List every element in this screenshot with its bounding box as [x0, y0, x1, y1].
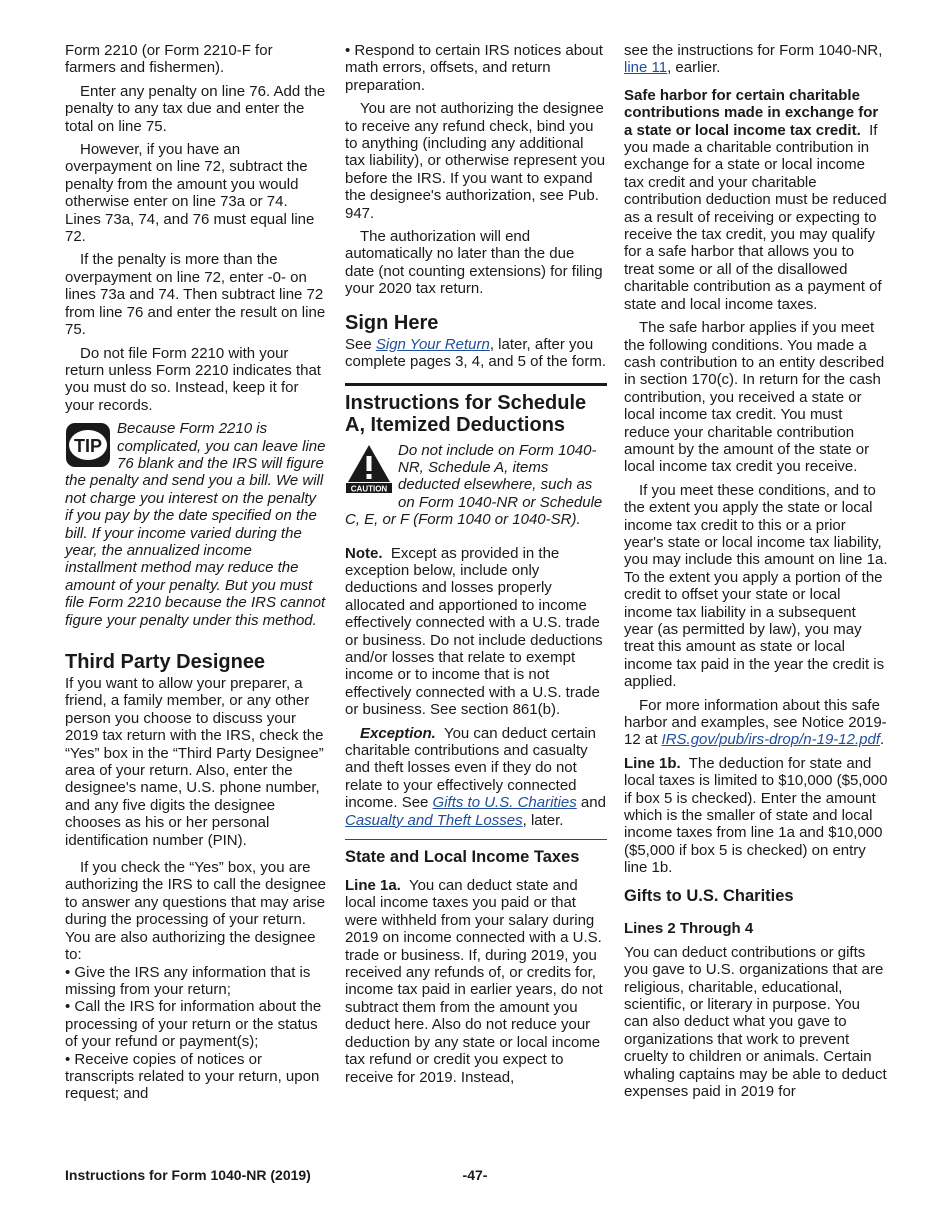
paragraph: If you want to allow your preparer, a friend, a family member, or any other person you choose to discuss your 2019 tax return with the IRS, check the “Yes” box in the “Third Party Designee” area of your return. Also, enter the designee's name, U.S. phone number, and any five digits the designee chooses as his or her personal identification number (PIN).	[65, 675, 324, 849]
section-heading-schedule-a: Instructions for Schedule A, Itemized Deductions	[345, 391, 587, 436]
exception-label: Exception.	[360, 724, 436, 742]
tip-text: Because Form 2210 is complicated, you can leave line 76 blank and the IRS will figure the penalty and send you a bill. We will not charge you interest on the penalty if you pay by the date specified on the bill. If your income varied during the year, the annualized income installment method may reduce the amount of your penalty. But you must file Form 2210 because the IRS cannot figure your penalty under this method.	[65, 420, 326, 629]
list-item: • Respond to certain IRS notices about math errors, offsets, and return preparation.	[345, 42, 603, 94]
casualty-and-theft-losses-link[interactable]: Casualty and Theft Losses	[345, 811, 523, 829]
section-divider	[345, 839, 607, 840]
paragraph: The safe harbor applies if you meet the following conditions. You made a cash contribution to an entity described in section 170(c). In return for the cash contribution, you received a state or local income tax credit. You must reduce your charitable contribution amount by the amount of the state or local income tax credit you receive.	[624, 319, 885, 476]
page-number: -47-	[462, 1167, 488, 1183]
column-3	[624, 42, 888, 1106]
line-11-link[interactable]: line 11	[624, 59, 668, 77]
caution-box	[345, 442, 607, 529]
irs-notice-link[interactable]: IRS.gov/pub/irs-drop/n-19-12.pdf	[661, 731, 880, 749]
section-heading-state-local-income-taxes: State and Local Income Taxes	[345, 848, 580, 867]
section-heading-sign-here: Sign Here	[345, 311, 439, 334]
section-heading-gifts-to-us-charities: Gifts to U.S. Charities	[624, 886, 794, 905]
bullet-list	[65, 964, 327, 1103]
footer-form-title: Instructions for Form 1040-NR (2019)	[65, 1167, 311, 1183]
paragraph: Do not file Form 2210 with your return unless Form 2210 indicates that you must do so. Instead, keep it for your records.	[65, 344, 321, 414]
section-divider	[345, 383, 607, 386]
caution-text: Do not include on Form 1040-NR, Schedule A, items deducted elsewhere, such as on Form 1040-NR or Schedule C, E, or F (Form 1040 or 1040-SR).	[345, 441, 603, 529]
paragraph: Form 2210 (or Form 2210-F for farmers and fishermen).	[65, 42, 273, 77]
caution-icon-label: CAUTION	[350, 484, 388, 493]
paragraph: You are not authorizing the designee to receive any refund check, bind you to anything (including any additional tax liability), or otherwise represent you before the IRS. If you want to expand the designee's authorization, see Pub. 947.	[345, 100, 606, 222]
sign-your-return-link[interactable]: Sign Your Return	[375, 335, 490, 353]
tip-icon-label: TIP	[73, 436, 103, 457]
safe-harbor-label: Safe harbor for certain charitable contributions made in exchange for a state or local income tax credit.	[624, 86, 879, 139]
paragraph: However, if you have an overpayment on line 72, subtract the penalty from the amount you would otherwise enter on line 73a or 74. Lines 73a, 74, and 76 must equal line 72.	[65, 141, 315, 246]
gifts-to-us-charities-link[interactable]: Gifts to U.S. Charities	[432, 794, 577, 812]
paragraph: If the penalty is more than the overpayment on line 72, enter -0- on lines 73a and 74. Then subtract line 72 from line 76 and enter the result on line 75.	[65, 251, 326, 339]
list-item: • Give the IRS any information that is missing from your return;	[65, 963, 311, 998]
paragraph: The authorization will end automatically no later than the due date (not counting extensions) for filing your 2020 tax return.	[345, 228, 603, 298]
caution-icon	[345, 444, 393, 494]
note-label: Note.	[345, 544, 383, 562]
column-1	[65, 42, 327, 1103]
section-heading-third-party-designee: Third Party Designee	[65, 651, 266, 673]
column-2	[345, 42, 607, 1092]
list-item: • Receive copies of notices or transcripts related to your return, upon request; and	[65, 1050, 320, 1103]
paragraph: Enter any penalty on line 76. Add the penalty to any tax due and enter the total on line 75.	[65, 82, 326, 135]
paragraph: If you meet these conditions, and to the extent you apply the state or local income tax credit to this or a prior year's state or local income tax liability, you may include this amount on line 1a. To the extent you apply a portion of the credit to offset your state or local income tax liability in a subsequent year (as permitted by law), you may treat this amount as state or local income tax paid in the year the credit is applied.	[624, 481, 888, 691]
line-1a-label: Line 1a.	[345, 877, 401, 895]
paragraph: Exception. You can deduct certain charitable contributions and casualty and theft losses even if they do not relate to your effectively connected income. See Gifts to U.S. Charities and Casualty and Theft Losses, later.	[345, 724, 606, 829]
paragraph: See Sign Your Return, later, after you complete pages 3, 4, and 5 of the form.	[345, 335, 606, 371]
paragraph: Line 1a. You can deduct state and local income taxes you paid or that were withheld from your salary during 2019 on income connected with a U.S. trade or business. If, during 2019, you received any refunds of, or credits for, income tax paid in earlier years, do not subtract them from the amount you deduct here. Also do not reduce your deduction by any state or local income tax refund or credit you expect to receive for 2019. Instead,	[345, 877, 603, 1086]
tip-icon	[65, 422, 111, 468]
subsection-heading-lines-2-through-4: Lines 2 Through 4	[624, 919, 754, 937]
paragraph: Line 1b. The deduction for state and local taxes is limited to $10,000 ($5,000 if box 5 is checked). Enter the amount which is the smaller of state and local income taxes from line 1a and $10,000 ($5,000 if box 5 is checked) on entry line 1b.	[624, 754, 888, 877]
paragraph: see the instructions for Form 1040-NR, line 11, earlier.	[624, 42, 883, 77]
tip-box	[65, 420, 327, 629]
paragraph: If you check the “Yes” box, you are authorizing the IRS to call the designee to answer any questions that may arise during the processing of your return. You are also authorizing the designee to:	[65, 859, 326, 964]
paragraph: Note. Except as provided in the exception below, include only deductions and losses properly allocated and apportioned to income effectively connected with a U.S. trade or business. Do not include deductions and/or losses that relate to exempt income or to income that is not effectively connected with a U.S. trade or business. See section 861(b).	[345, 544, 603, 719]
paragraph: You can deduct contributions or gifts you gave to U.S. organizations that are religious, charitable, educational, scientific, or literary in purpose. You can also deduct what you gave to organizations that work to prevent cruelty to children or animals. Certain whaling captains may be able to deduct expenses paid in 2019 for	[624, 943, 887, 1100]
paragraph: For more information about this safe harbor and examples, see Notice 2019-12 at IRS.gov/pub/irs-drop/n-19-12.pdf.	[624, 696, 887, 749]
list-item: • Call the IRS for information about the processing of your return or the status of your refund or payment(s);	[65, 998, 322, 1051]
line-1b-label: Line 1b.	[624, 754, 681, 772]
paragraph: Safe harbor for certain charitable contributions made in exchange for a state or local income tax credit. If you made a charitable contribution in exchange for a state or local income tax credit and your charitable contribution deduction must be reduced as a result of receiving or expecting to receive the tax credit, you may qualify for a safe harbor that allows you to treat some or all of the disallowed charitable contribution as a payment of state and local income taxes.	[624, 86, 887, 313]
